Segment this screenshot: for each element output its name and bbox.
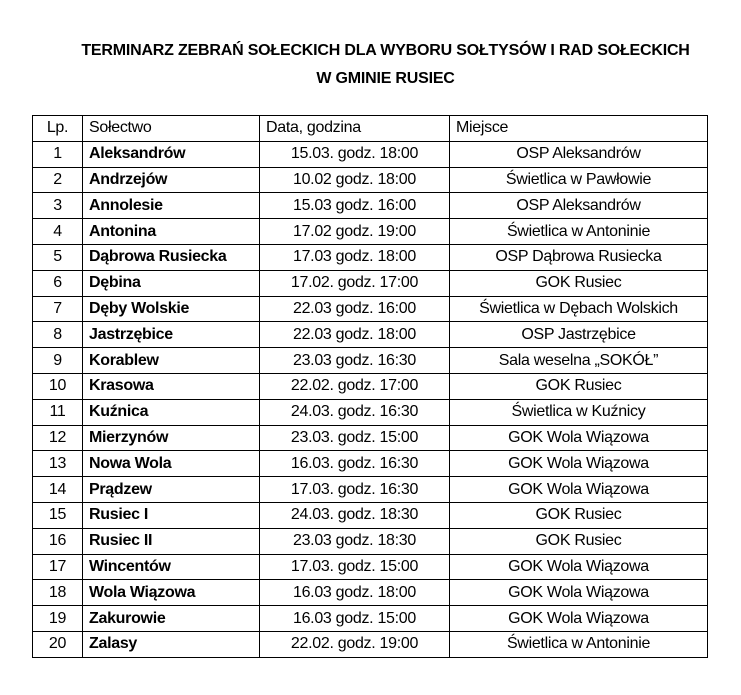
date-time: 17.02 godz. 19:00: [260, 219, 450, 245]
date-time: 15.03 godz. 16:00: [260, 193, 450, 219]
row-number: 16: [33, 528, 83, 554]
date-time: 22.02. godz. 19:00: [260, 631, 450, 657]
row-number: 12: [33, 425, 83, 451]
date-time: 15.03. godz. 18:00: [260, 141, 450, 167]
location: GOK Wola Wiązowa: [450, 606, 708, 632]
table-row: [33, 631, 708, 657]
table-row: [33, 167, 708, 193]
date-time: 16.03. godz. 16:30: [260, 451, 450, 477]
header-data-godzina: Data, godzina: [260, 116, 450, 142]
location: GOK Wola Wiązowa: [450, 451, 708, 477]
village-name: Dęby Wolskie: [83, 296, 260, 322]
date-time: 24.03. godz. 16:30: [260, 399, 450, 425]
table-row: [33, 477, 708, 503]
table-row: [33, 141, 708, 167]
location: GOK Wola Wiązowa: [450, 554, 708, 580]
row-number: 18: [33, 580, 83, 606]
table-row: [33, 296, 708, 322]
location: GOK Wola Wiązowa: [450, 477, 708, 503]
table-row: [33, 502, 708, 528]
date-time: 23.03 godz. 16:30: [260, 348, 450, 374]
location: Sala weselna „SOKÓŁ”: [450, 348, 708, 374]
row-number: 9: [33, 348, 83, 374]
date-time: 23.03. godz. 15:00: [260, 425, 450, 451]
village-name: Krasowa: [83, 373, 260, 399]
date-time: 24.03. godz. 18:30: [260, 502, 450, 528]
row-number: 3: [33, 193, 83, 219]
row-number: 10: [33, 373, 83, 399]
header-solectwo: Sołectwo: [83, 116, 260, 142]
document-title-line-1: TERMINARZ ZEBRAŃ SOŁECKICH DLA WYBORU SOŁTYSÓW I RAD SOŁECKICH: [81, 42, 690, 59]
table-row: [33, 399, 708, 425]
village-name: Mierzynów: [83, 425, 260, 451]
location: OSP Aleksandrów: [450, 193, 708, 219]
location: GOK Wola Wiązowa: [450, 580, 708, 606]
location: Świetlica w Dębach Wolskich: [450, 296, 708, 322]
row-number: 13: [33, 451, 83, 477]
date-time: 16.03 godz. 18:00: [260, 580, 450, 606]
date-time: 22.03 godz. 16:00: [260, 296, 450, 322]
row-number: 4: [33, 219, 83, 245]
table-row: [33, 348, 708, 374]
table-row: [33, 219, 708, 245]
village-name: Prądzew: [83, 477, 260, 503]
row-number: 19: [33, 606, 83, 632]
village-name: Wincentów: [83, 554, 260, 580]
table-row: [33, 606, 708, 632]
location: Świetlica w Kuźnicy: [450, 399, 708, 425]
table-row: [33, 554, 708, 580]
row-number: 6: [33, 270, 83, 296]
row-number: 17: [33, 554, 83, 580]
village-name: Aleksandrów: [83, 141, 260, 167]
date-time: 22.02. godz. 17:00: [260, 373, 450, 399]
date-time: 23.03 godz. 18:30: [260, 528, 450, 554]
village-name: Kuźnica: [83, 399, 260, 425]
village-name: Dębina: [83, 270, 260, 296]
header-lp: Lp.: [33, 116, 83, 142]
schedule-table: [32, 115, 708, 658]
location: OSP Dąbrowa Rusiecka: [450, 244, 708, 270]
row-number: 8: [33, 322, 83, 348]
location: Świetlica w Antoninie: [450, 631, 708, 657]
village-name: Jastrzębice: [83, 322, 260, 348]
location: Świetlica w Antoninie: [450, 219, 708, 245]
date-time: 17.03. godz. 16:30: [260, 477, 450, 503]
table-header-row: [33, 116, 708, 142]
village-name: Wola Wiązowa: [83, 580, 260, 606]
document-title-line-2: W GMINIE RUSIEC: [316, 70, 455, 87]
village-name: Andrzejów: [83, 167, 260, 193]
village-name: Annolesie: [83, 193, 260, 219]
table-row: [33, 451, 708, 477]
location: OSP Jastrzębice: [450, 322, 708, 348]
date-time: 17.03 godz. 18:00: [260, 244, 450, 270]
table-row: [33, 528, 708, 554]
date-time: 17.03. godz. 15:00: [260, 554, 450, 580]
table-row: [33, 270, 708, 296]
village-name: Dąbrowa Rusiecka: [83, 244, 260, 270]
row-number: 20: [33, 631, 83, 657]
table-row: [33, 193, 708, 219]
location: GOK Rusiec: [450, 270, 708, 296]
location: GOK Rusiec: [450, 502, 708, 528]
row-number: 15: [33, 502, 83, 528]
row-number: 2: [33, 167, 83, 193]
header-miejsce: Miejsce: [450, 116, 708, 142]
village-name: Zakurowie: [83, 606, 260, 632]
location: Świetlica w Pawłowie: [450, 167, 708, 193]
row-number: 14: [33, 477, 83, 503]
location: GOK Wola Wiązowa: [450, 425, 708, 451]
location: GOK Rusiec: [450, 528, 708, 554]
date-time: 17.02. godz. 17:00: [260, 270, 450, 296]
table-row: [33, 244, 708, 270]
village-name: Antonina: [83, 219, 260, 245]
date-time: 10.02 godz. 18:00: [260, 167, 450, 193]
village-name: Korablew: [83, 348, 260, 374]
table-row: [33, 425, 708, 451]
village-name: Zalasy: [83, 631, 260, 657]
location: OSP Aleksandrów: [450, 141, 708, 167]
table-row: [33, 580, 708, 606]
village-name: Rusiec II: [83, 528, 260, 554]
row-number: 5: [33, 244, 83, 270]
row-number: 11: [33, 399, 83, 425]
date-time: 16.03 godz. 15:00: [260, 606, 450, 632]
row-number: 1: [33, 141, 83, 167]
village-name: Rusiec I: [83, 502, 260, 528]
table-row: [33, 373, 708, 399]
table-row: [33, 322, 708, 348]
village-name: Nowa Wola: [83, 451, 260, 477]
location: GOK Rusiec: [450, 373, 708, 399]
date-time: 22.03 godz. 18:00: [260, 322, 450, 348]
row-number: 7: [33, 296, 83, 322]
